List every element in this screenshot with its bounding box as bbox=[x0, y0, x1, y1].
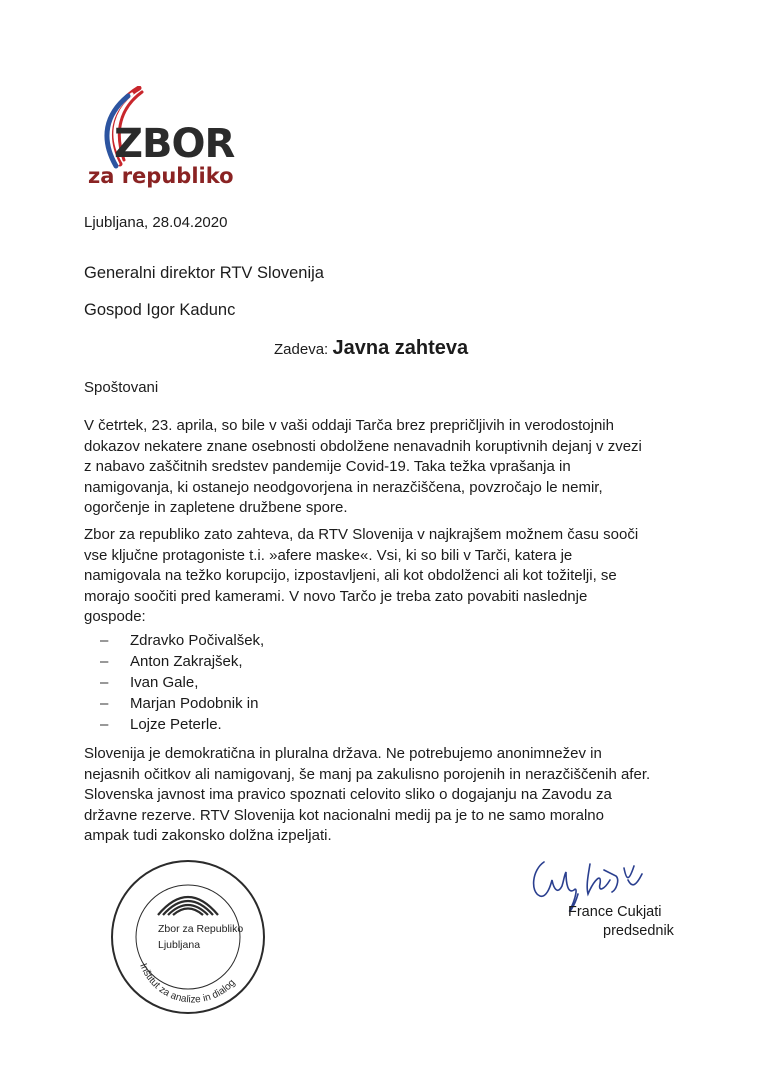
paragraph-line: V četrtek, 23. aprila, so bile v vaši oddaji Tarča brez prepričljivih in verodostojnih bbox=[84, 417, 614, 434]
paragraph-line: ogorčenje in zapletene družbene spore. bbox=[84, 499, 348, 516]
stamp-name: Zbor za Republiko bbox=[158, 923, 244, 935]
stamp-city: Ljubljana bbox=[158, 939, 201, 951]
paragraph-line: gospode: bbox=[84, 608, 146, 625]
recipient-name: Gospod Igor Kadunc bbox=[84, 301, 236, 319]
paragraph-line: Zbor za republiko zato zahteva, da RTV Slovenija v najkrajšem možnem času sooči bbox=[84, 526, 639, 543]
list-item bbox=[100, 714, 264, 735]
logo-sub-text: za republiko bbox=[88, 164, 234, 188]
zbor-logo bbox=[84, 86, 259, 196]
subject-line bbox=[274, 338, 468, 361]
paragraph-line: državne rezerve. RTV Slovenija kot nacionalni medij pa je to ne samo moralno bbox=[84, 806, 604, 824]
paragraph-line: vse ključne protagoniste t.i. »afere maske«. Vsi, ki so bili v Tarči, katera je bbox=[84, 546, 573, 564]
list-item bbox=[100, 693, 264, 714]
paragraph-line: namigovala na težko korupcijo, izpostavljeni, ali kot obdolženci ali kot tožitelji, se bbox=[84, 567, 617, 584]
invitee-name: Ivan Gale, bbox=[130, 674, 199, 691]
dash-bullet: – bbox=[100, 716, 109, 733]
invitee-name: Lojze Peterle. bbox=[130, 716, 222, 733]
subject-title: Javna zahteva bbox=[332, 337, 469, 359]
paragraph-line: dokazov nekatere znane osebnosti obdolžene nenavadnih koruptivnih dejanj v zvezi bbox=[84, 437, 642, 455]
stamp-ring-text: Inštitut za analize in dialog bbox=[137, 961, 238, 1006]
paragraph-line: nejasnih očitkov ali namigovanj, še manj pa zakulisno porojenih in nerazčiščenih afer. bbox=[84, 765, 651, 783]
invitee-list bbox=[100, 630, 264, 735]
svg-text:Inštitut za analize in dialog bbox=[137, 962, 237, 1006]
paragraph-line: namigovanja, ki ostanejo neodgovorjena in nerazčiščena, povzročajo le nemir, bbox=[84, 478, 603, 496]
greeting: Spoštovani bbox=[84, 379, 159, 396]
dash-bullet: – bbox=[100, 674, 109, 691]
paragraph-2 bbox=[84, 525, 684, 628]
subject-label: Zadeva: bbox=[274, 341, 329, 358]
signatory-role: predsednik bbox=[603, 923, 674, 939]
stamp-seal-icon bbox=[108, 857, 268, 1017]
signatory-name: France Cukjati bbox=[568, 904, 662, 920]
list-item bbox=[100, 630, 264, 651]
paragraph-3 bbox=[84, 744, 684, 847]
paragraph-line: z nabavo zaščitnih sredstev pandemije Covid-19. Taka težka vprašanja in bbox=[84, 458, 571, 475]
invitee-name: Anton Zakrajšek, bbox=[130, 653, 243, 670]
paragraph-line: Slovenija je demokratična in pluralna država. Ne potrebujemo anonimnežev in bbox=[84, 745, 602, 762]
logo-main-text: ZBOR bbox=[114, 121, 235, 167]
dash-bullet: – bbox=[100, 653, 109, 670]
paragraph-line: Slovenska javnost ima pravico spoznati celovito sliko o dogajanju na Zavodu za bbox=[84, 786, 612, 803]
invitee-name: Marjan Podobnik in bbox=[130, 695, 259, 712]
paragraph-line: ampak tudi zakonsko dolžna izpeljati. bbox=[84, 827, 332, 844]
paragraph-1 bbox=[84, 416, 684, 519]
paragraph-line: morajo soočiti pred kamerami. V novo Tarčo je treba zato povabiti naslednje bbox=[84, 587, 588, 605]
official-stamp bbox=[108, 857, 268, 1017]
list-item bbox=[100, 672, 264, 693]
recipient-title: Generalni direktor RTV Slovenija bbox=[84, 264, 324, 282]
dash-bullet: – bbox=[100, 695, 109, 712]
list-item bbox=[100, 651, 264, 672]
dash-bullet: – bbox=[100, 632, 109, 649]
invitee-name: Zdravko Počivalšek, bbox=[130, 632, 265, 649]
letter-date: Ljubljana, 28.04.2020 bbox=[84, 214, 228, 231]
